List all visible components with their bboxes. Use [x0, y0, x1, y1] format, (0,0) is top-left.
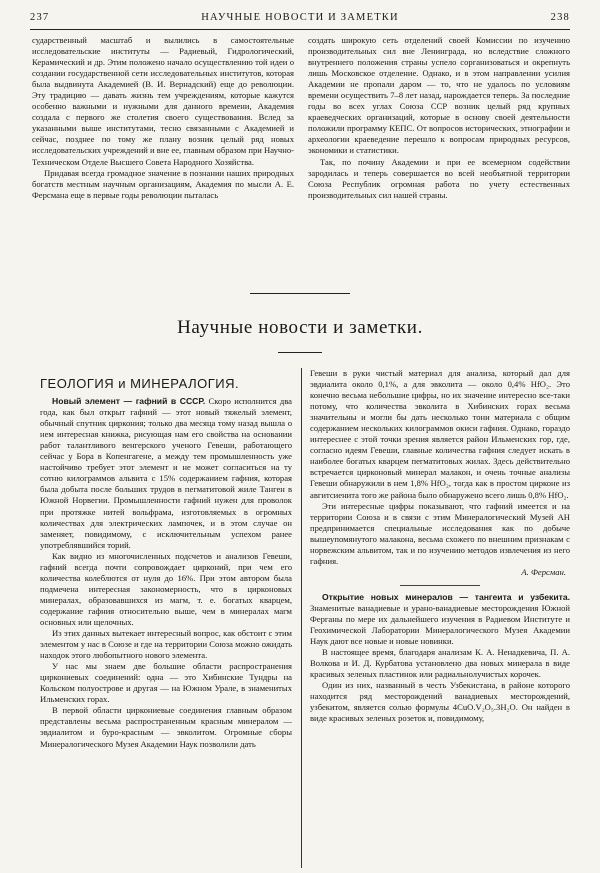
- title-rule: [278, 352, 322, 353]
- article-title: Открытие новых минералов — тангеита и узбекита.: [322, 591, 570, 602]
- running-header: [30, 10, 570, 28]
- paragraph: Один из них, названный в честь Узбекистана, в районе которого находится ряд месторождений ванадиевых месторождений, узбекитом, является солью формулы 4CuO.V₂O₅.3H₂O. Он найден в виде красивых зеленых розеток и, повидимому,: [310, 680, 570, 724]
- section-title: Научные новости и заметки.: [177, 317, 423, 338]
- paragraph: Как видно из многочисленных подсчетов и анализов Гевеши, гафний всегда почти сопровождает цирконий, при чем его количества колеблются от нуля до 16%. При этом автором была подмечена интересная закономерность, что в цирконовых минералах, образовавшихся из магм, т. е. богатых кварцем, содержание гафния относительно выше, чем в минералах магм основных или щелочных.: [40, 550, 292, 627]
- paragraph: Придавая всегда громадное значение в познании наших природных богатств местным научным организациям, Академия по мысли А. Е. Ферсмана еще в первые годы революции пыталась: [32, 167, 294, 200]
- top-left-column: [32, 35, 294, 201]
- bottom-right-column: [310, 368, 570, 724]
- paragraph: Так, по почину Академии и при ее всемерном содействии зародилась и теперь совершается во всей необъятной территории Союза Республик огромная работа по учету естественных производительных сил нашей страны.: [308, 156, 570, 200]
- paragraph: [40, 396, 292, 551]
- paragraph: В настоящее время, благодаря анализам К. А. Ненадкевича, П. А. Волкова и И. Д. Курбатова установлено два новых минерала в виде красивых зеленых пластинок или радиальнолучистых корочек.: [310, 647, 570, 680]
- paragraph: сударственный масштаб и вылились в самостоятельные исследовательские институты — Радиевый, Гидрологический, Керамический и др. Этим положено начало осуществлению той идеи о создании государственной сети исследовательных институтов, которая была выдвинута Академией (В. И. Вернадский) еще до революции. Эту традицию — давать жизнь тем учреждениям, которые кажутся особенно важными и нужными для данного времени, Академия создала с первого же столетия своего существования. Вслед за указанными выше институтами, тесно связанными с Академией и сейчас, позднее по тому же плану возник целый ряд новых исследовательских учреждений и вне ее, главным образом при Научно-Техническом Отделе Высшего Совета Народного Хозяйства.: [32, 35, 294, 167]
- header-rule: [30, 29, 570, 30]
- column-divider: [301, 368, 302, 868]
- article-separator: [400, 585, 480, 586]
- paragraph: [310, 592, 570, 647]
- paragraph: У нас мы знаем две большие области распространения циркониевых соединений: одна — это Хибинские Тундры на Кольском полуострове и другая — на Южном Урале, в знаменитых Ильменских горах.: [40, 661, 292, 705]
- author-signature: А. Ферсман.: [521, 566, 566, 577]
- page-number-left: 237: [30, 12, 50, 23]
- article-end-rule: [250, 293, 350, 294]
- paragraph: Гевеши в руки чистый материал для анализа, который дал для эвдиалита около 0,1%, а для эвколита — около 0,4% HfO₂. Это конечно весьма небольшие цифры, но их значение интересно все-таки потому, что количества эвколита в Хибинских горах весьма значительны и могли бы дать несколько тони материала с общим содержанием нескольких килограммов окиси гафния. Однако, гораздо интереснее с этой точки зрения является район Ильменских гор, где, согласно идеям Гевеши, главные количества гафния следует искать в наиболее богатых кварцем пегматитовых жилах. Здесь действительно встречается цирконовый минерал малакон, и очень точные анализы Гевеши обнаружили в нем 1,8% HfO₂, тогда как в простом цирконе из авгитсиенита того же района было обнаружено всего лишь 0,8% HfO₂.: [310, 368, 570, 500]
- page-number-right: 238: [550, 12, 570, 23]
- paragraph: Эти интересные цифры показывают, что гафний имеется и на территории Союза и в связи с этим Минералогический Музей АН предпринимается специальные исследования как по добыче вышеупомянутого малакона, весьма схожего по внешним признакам с норвежским альвитом, так и по изучению методов извлечения из него гафния.: [310, 500, 570, 566]
- paragraph-text: Скоро исполнится два года, как был открыт гафний — этот новый тяжелый элемент, обычный спутник циркония; только два месяца тому назад вышла о нем интересная книжка, рисующая нам его свойства на основании работ талантливого венгерского ученого Гевеши, работающего сейчас у Бора в Копенгагене, а между тем промышленность уже настойчиво требует этот элемент и не может согласиться на ту сотню килограммов альвита с 15% содержанием гафния, которая была добыта после больших трудов в пегматитовой жиле Танген в Южной Норвегии. Промышленности гафний нужен для проволок при протяжке нитей вольфрама, изготовляемых в огромных количествах для электрических лампочек, и в этом случае он заменяет, повидимому, с исключительным успехом ранее употреблявшийся торий.: [40, 396, 292, 550]
- bottom-left-column: [40, 378, 292, 750]
- paragraph: создать широкую сеть отделений своей Комиссии по изучению производительных сил вне Ленинграда, но вследствие сложного внутреннего положения страны успело сорганизоваться и окрепнуть лишь Московское отделение. Однако, и в этом направлении усилия Академии не пропали даром — то, что не удалось по условиям времени осуществить 7–8 лет назад, нарождается теперь. За последние годы во всех углах Союза ССР возник целый ряд крупных краеведческих организаций, которые в основу своей деятельности положили программу КЕПС. От вопросов исторических, этнографии и археологии краеведение перешло к вопросам природных ресурсов, экономики и статистики.: [308, 35, 570, 156]
- article-title: Новый элемент — гафний в СССР.: [52, 396, 206, 407]
- top-right-column: [308, 35, 570, 201]
- paragraph: В первой области циркониевые соединения главным образом представлены весьма распространенным красным минералом — эвдиалитом и буро-красным — эвколитом. Огромные сборы Минералогического Музея Академии Наук позволили дать: [40, 705, 292, 749]
- paragraph: Из этих данных вытекает интересный вопрос, как обстоит с этим элементом у нас в Союзе и где на территории Союза можно ожидать находок этого любопытного нового элемента.: [40, 628, 292, 661]
- rubric-heading: ГЕОЛОГИЯ и МИНЕРАЛОГИЯ.: [40, 376, 240, 391]
- running-title: НАУЧНЫЕ НОВОСТИ И ЗАМЕТКИ: [201, 12, 399, 23]
- paragraph-text: Знаменитые ванадиевые и урано-ванадиевые месторождения Южной Ферганы по мере их дальнейшего изучения в Радиевом Институте и Геохимической Лаборатории Минералогического Музея Академии Наук дают все новые и новые новинки.: [310, 602, 570, 647]
